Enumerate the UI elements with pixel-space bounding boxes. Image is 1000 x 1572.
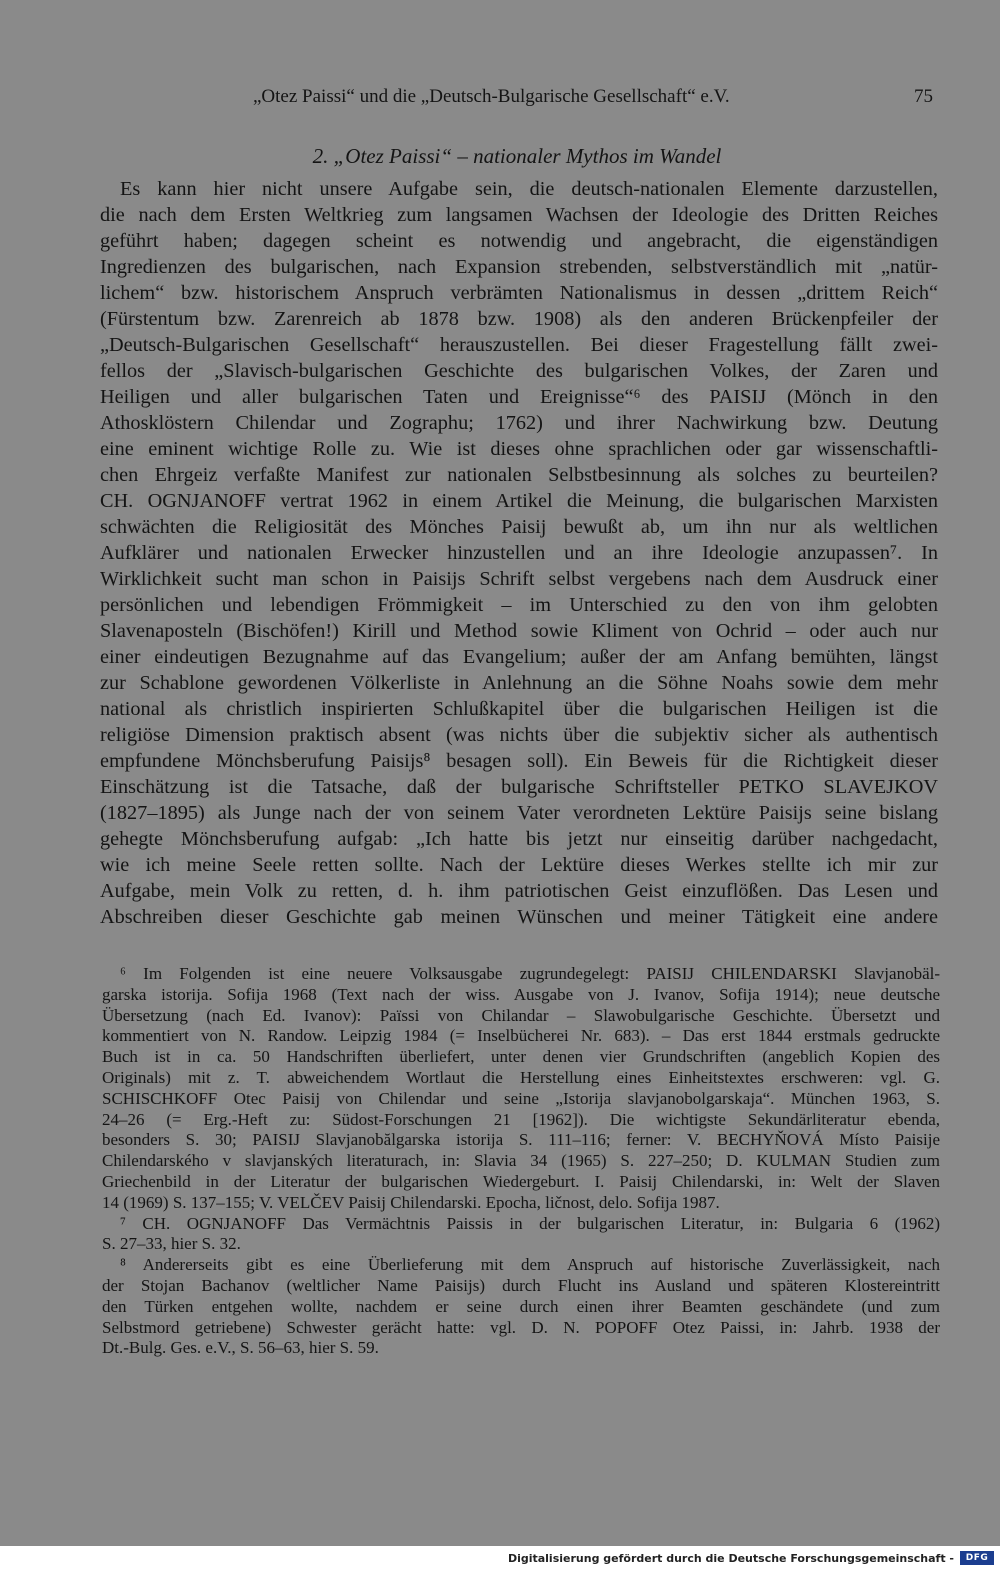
footnote-line: den Türken entgehen wollte, nachdem er seine durch einen ihrer Beamten geschändete (und zum [102, 1296, 940, 1316]
dfg-logo-icon: DFG [960, 1551, 994, 1565]
body-line: gehegte Mönchsberufung aufgab: „Ich hatte bis jetzt nur einseitig darüber nachgedacht, [100, 828, 938, 850]
running-head [0, 86, 1000, 114]
body-line: „Deutsch-Bulgarischen Gesellschaft“ herauszustellen. Bei dieser Fragestellung fällt zwei- [100, 334, 938, 356]
body-line: Aufgabe, mein Volk zu retten, d. h. ihm patriotischen Geist einzuflößen. Das Lesen und [100, 880, 938, 902]
body-line: die nach dem Ersten Weltkrieg zum langsamen Wachsen der Ideologie des Dritten Reiches [100, 204, 938, 226]
footnote-line: Chilendarského v slavjanských literaturach, in: Slavia 34 (1965) S. 227–250; D. KULMAN Studien zum [102, 1151, 940, 1171]
body-line: persönlichen und lebendigen Frömmigkeit – im Unterschied zu den von ihm gelobten [100, 594, 938, 616]
footnote-line: ⁸ Andererseits gibt es eine Überlieferung mit dem Anspruch auf historische Zuverlässigkeit, nach [120, 1255, 940, 1275]
footnote-line: der Stojan Bachanov (weltlicher Name Paisijs) durch Flucht ins Ausland und späteren Klostereintritt [102, 1275, 940, 1295]
body-line: religiöse Dimension praktisch absent (was nichts über die subjektiv sicher als authentisch [100, 724, 938, 746]
digitization-credit: Digitalisierung gefördert durch die Deutsche Forschungsgemeinschaft - [507, 1552, 954, 1565]
footnote-line: S. 27–33, hier S. 32. [102, 1234, 241, 1254]
footnote-line: Übersetzung (nach Ed. Ivanov): Païssi von Chilandar – Slawobulgarische Geschichte. Übersetzt und [102, 1005, 940, 1025]
footnote-line: garska istorija. Sofija 1968 (Text nach der wiss. Ausgabe von J. Ivanov, Sofija 1914); neue deutsche [102, 984, 940, 1004]
footnotes [102, 964, 940, 1359]
footnote-line: Buch ist in ca. 50 Handschriften überliefert, unter denen vier Grundschriften (angeblich Kopien des [102, 1047, 940, 1067]
footnote-line: Selbstmord getriebene) Schwester gerächt hatte: vgl. D. N. POPOFF Otez Paissi, in: Jahrb. 1938 der [102, 1317, 940, 1337]
body-line: geführt haben; dagegen scheint es notwendig und angebracht, die eigenständigen [100, 230, 938, 252]
footnote-line: 14 (1969) S. 137–155; V. VELČEV Paisij Chilendarski. Epocha, ličnost, delo. Sofija 1987. [102, 1192, 720, 1212]
body-line: Athosklöstern Chilendar und Zographu; 1762) und ihrer Nachwirkung bzw. Deutung [100, 412, 938, 434]
footnote-line: Originals) mit z. T. abweichendem Wortlaut die Herstellung eines Einheitstextes erschweren: vgl. G. [102, 1067, 940, 1087]
body-line: Aufklärer und nationalen Erwecker hinzustellen und an ihre Ideologie anzupassen⁷. In [100, 542, 938, 564]
body-text [100, 176, 938, 930]
body-line: Es kann hier nicht unsere Aufgabe sein, die deutsch-nationalen Elemente darzustellen, [120, 178, 938, 200]
footnote-line: besonders S. 30; PAISIJ Slavjanobălgarska istorija S. 111–116; ferner: V. BECHYŇOVÁ Místo Paisije [102, 1130, 940, 1150]
footnote-line: Griechenbild in der Literatur der bulgarischen Wiedergeburt. I. Paisij Chilendarski, in: Welt der Slaven [102, 1171, 940, 1191]
page-number: 75 [914, 86, 933, 107]
body-line: zur Schablone gewordenen Völkerliste in Anlehnung an die Söhne Noahs sowie dem mehr [100, 672, 938, 694]
body-line: chen Ehrgeiz verfaßte Manifest zur nationalen Selbstbesinnung als solches zu beurteilen? [100, 464, 938, 486]
body-line: lichem“ bzw. historischem Anspruch verbrämten Nationalismus in dessen „drittem Reich“ [100, 282, 938, 304]
footnote-line: SCHISCHKOFF Otec Paisij von Chilendar und seine „Istorija slavjanobolgarskaja“. München 1963, S. [102, 1088, 940, 1108]
footnote-line: Dt.-Bulg. Ges. e.V., S. 56–63, hier S. 59. [102, 1338, 379, 1358]
body-line: empfundene Mönchsberufung Paisijs⁸ besagen soll). Ein Beweis für die Richtigkeit dieser [100, 750, 938, 772]
body-line: eine eminent wichtige Rolle zu. Wie ist dieses ohne sprachlichen oder gar wissenschaftli- [100, 438, 938, 460]
section-heading: 2. „Otez Paissi“ – nationaler Mythos im Wandel [312, 144, 722, 168]
footer-strip [0, 1546, 1000, 1572]
body-line: schwächten die Religiosität des Mönches Paisij bewußt ab, um ihn nur als weltlichen [100, 516, 938, 538]
body-line: Abschreiben dieser Geschichte gab meinen Wünschen und meiner Tätigkeit eine andere [100, 906, 938, 928]
footnote-line: ⁷ CH. OGNJANOFF Das Vermächtnis Paissis in der bulgarischen Literatur, in: Bulgaria 6 (1962) [120, 1213, 940, 1233]
body-line: CH. OGNJANOFF vertrat 1962 in einem Artikel die Meinung, die bulgarischen Marxisten [100, 490, 938, 512]
body-line: national als christlich inspirierten Schlußkapitel über die bulgarischen Heiligen ist die [100, 698, 938, 720]
body-line: einer eindeutigen Bezugnahme auf das Evangelium; außer der am Anfang bemühten, längst [100, 646, 938, 668]
footnote-line: kommentiert von N. Randow. Leipzig 1984 (= Inselbücherei Nr. 683). – Das erst 1844 erstmals gedruckte [102, 1026, 940, 1046]
body-line: (1827–1895) als Junge nach der von seinem Vater verordneten Lektüre Paisijs seine bislang [100, 802, 938, 824]
running-title: „Otez Paissi“ und die „Deutsch-Bulgarische Gesellschaft“ e.V. [253, 86, 730, 107]
body-line: (Fürstentum bzw. Zarenreich ab 1878 bzw. 1908) als den anderen Brückenpfeiler der [100, 308, 938, 330]
body-line: Heiligen und aller bulgarischen Taten und Ereignisse“⁶ des PAISIJ (Mönch in den [100, 386, 938, 408]
body-line: Slavenaposteln (Bischöfen!) Kirill und Method sowie Kliment von Ochrid – oder auch nur [100, 620, 938, 642]
body-line: Einschätzung ist die Tatsache, daß der bulgarische Schriftsteller PETKO SLAVEJKOV [100, 776, 938, 798]
body-line: fellos der „Slavisch-bulgarischen Geschichte des bulgarischen Volkes, der Zaren und [100, 360, 938, 382]
footnote-line: 24–26 (= Erg.-Heft zu: Südost-Forschungen 21 [1962]). Die wichtigste Sekundärliteratur ebenda, [102, 1109, 940, 1129]
body-line: Ingredienzen des bulgarischen, nach Expansion strebenden, selbstverständlich mit „natür- [100, 256, 938, 278]
body-line: Wirklichkeit sucht man schon in Paisijs Schrift selbst vergebens nach dem Ausdruck einer [100, 568, 938, 590]
footnote-line: ⁶ Im Folgenden ist eine neuere Volksausgabe zugrundegelegt: PAISIJ CHILENDARSKI Slavjanobäl- [120, 964, 940, 983]
body-line: wie ich meine Seele retten sollte. Nach der Lektüre dieses Werkes stellte ich mir zur [100, 854, 938, 876]
